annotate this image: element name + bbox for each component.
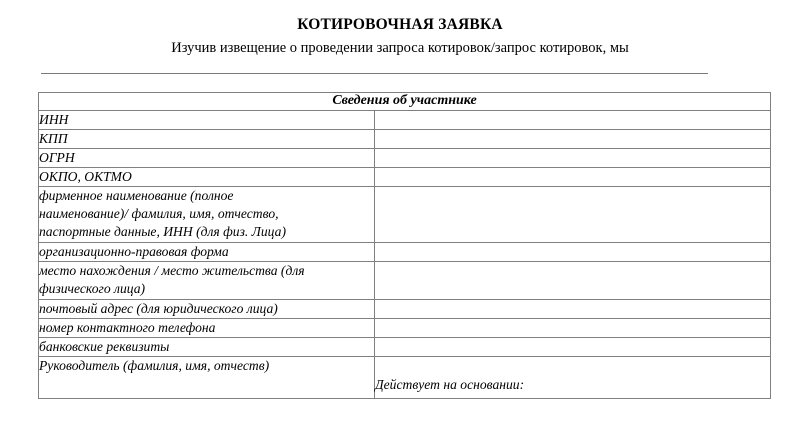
table-row (39, 338, 771, 357)
row-label-line: Руководитель (фамилия, имя, отчеств) (39, 358, 270, 374)
row-label-line: КПП (39, 130, 68, 146)
row-value-field[interactable] (375, 187, 771, 243)
table-row (39, 262, 771, 300)
table-row (39, 110, 771, 129)
row-value-field[interactable] (375, 319, 771, 338)
table-row (39, 319, 771, 338)
row-label-cell (39, 300, 375, 319)
row-value-field[interactable] (375, 129, 771, 148)
row-label-line: ИНН (39, 111, 69, 127)
row-value-field[interactable] (375, 300, 771, 319)
table-body (39, 93, 771, 399)
row-label-cell (39, 110, 375, 129)
row-label-line: место нахождения / место жительства (для (39, 263, 305, 279)
row-label-line: паспортные данные, ИНН (для физ. Лица) (39, 224, 286, 240)
row-value-field[interactable] (375, 338, 771, 357)
row-label-cell (39, 262, 375, 300)
row-label-line: почтовый адрес (для юридического лица) (39, 301, 278, 317)
row-value-field[interactable] (375, 262, 771, 300)
fill-in-rule (41, 73, 708, 74)
row-value-field[interactable] (375, 243, 771, 262)
row-label-cell (39, 148, 375, 167)
row-label-cell (39, 357, 375, 399)
row-label-cell (39, 187, 375, 243)
row-label-cell (39, 243, 375, 262)
row-label-line: ОГРН (39, 149, 75, 165)
table-row (39, 187, 771, 243)
row-label-line: наименование)/ фамилия, имя, отчество, (39, 206, 279, 222)
table-row (39, 148, 771, 167)
row-label-cell (39, 168, 375, 187)
page-title: КОТИРОВОЧНАЯ ЗАЯВКА (297, 16, 503, 33)
row-label-line: банковские реквизиты (39, 339, 170, 355)
row-label-line: фирменное наименование (полное (39, 188, 234, 204)
row-label-line: ОКПО, ОКТМО (39, 169, 132, 185)
table-row (39, 168, 771, 187)
row-label-line: организационно-правовая форма (39, 244, 229, 260)
row-value-field[interactable]: Действует на основании: (375, 357, 771, 399)
row-value-field[interactable] (375, 168, 771, 187)
table-row (39, 243, 771, 262)
table-row (39, 357, 771, 399)
row-label-line: физического лица) (39, 281, 146, 297)
row-label-line: номер контактного телефона (39, 320, 216, 336)
row-label-cell (39, 338, 375, 357)
row-value-field[interactable] (375, 110, 771, 129)
document-subtitle: Изучив извещение о проведении запроса котировок/запрос котировок, мы (171, 40, 629, 56)
table-row (39, 300, 771, 319)
row-label-cell (39, 319, 375, 338)
table-header-cell: Сведения об участнике (39, 93, 771, 111)
row-label-cell (39, 129, 375, 148)
participant-info-table (38, 92, 771, 399)
row-value-field[interactable] (375, 148, 771, 167)
table-row (39, 129, 771, 148)
table-header-row (39, 93, 771, 111)
